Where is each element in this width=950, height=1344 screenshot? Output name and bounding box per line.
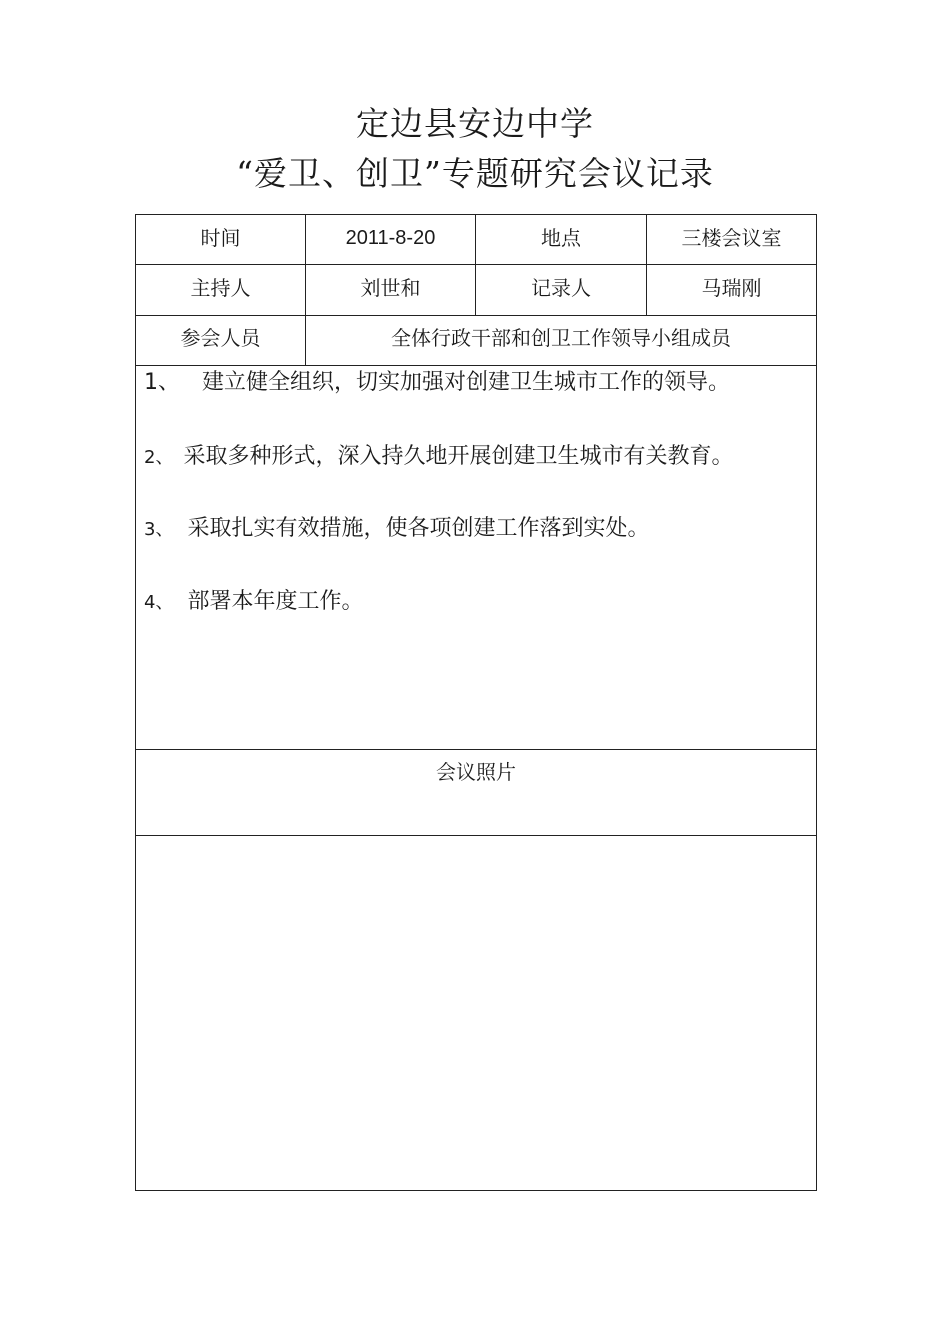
- item-text: 建立健全组织，切实加强对创建卫生城市工作的领导。: [202, 370, 731, 395]
- row-divider: [136, 365, 816, 366]
- recorder-label: 记录人: [531, 276, 591, 300]
- item-number: 2、: [144, 447, 174, 468]
- document-subtitle: “爱卫、创卫”专题研究会议记录: [236, 154, 714, 193]
- meeting-photo-label: 会议照片: [436, 760, 516, 784]
- row-divider: [136, 264, 816, 265]
- item-number: 4、: [144, 592, 174, 613]
- time-value: 2011-8-20: [345, 227, 436, 249]
- recorder-value: 马瑞刚: [701, 276, 762, 300]
- item-number: 3、: [144, 519, 174, 540]
- host-label: 主持人: [190, 276, 251, 300]
- document-title: 定边县安边中学: [356, 104, 594, 143]
- item-text: 部署本年度工作。: [187, 589, 364, 614]
- content-item: [144, 588, 363, 617]
- meeting-record-table: [135, 214, 817, 1191]
- item-number: 1、: [144, 370, 180, 395]
- place-label: 地点: [541, 226, 581, 250]
- row-divider: [136, 315, 816, 316]
- item-text: 采取多种形式，深入持久地开展创建卫生城市有关教育。: [183, 444, 734, 469]
- place-value: 三楼会议室: [681, 226, 782, 250]
- attendees-value: 全体行政干部和创卫工作领导小组成员: [391, 326, 731, 350]
- meeting-photo-area: [136, 836, 816, 1190]
- content-item: [144, 369, 730, 397]
- row-divider: [136, 749, 816, 750]
- item-text: 采取扎实有效措施，使各项创建工作落到实处。: [187, 516, 650, 541]
- content-item: [144, 515, 649, 544]
- host-value: 刘世和: [360, 276, 421, 300]
- attendees-label: 参会人员: [180, 326, 261, 350]
- content-item: [144, 443, 733, 472]
- time-label: 时间: [200, 226, 241, 250]
